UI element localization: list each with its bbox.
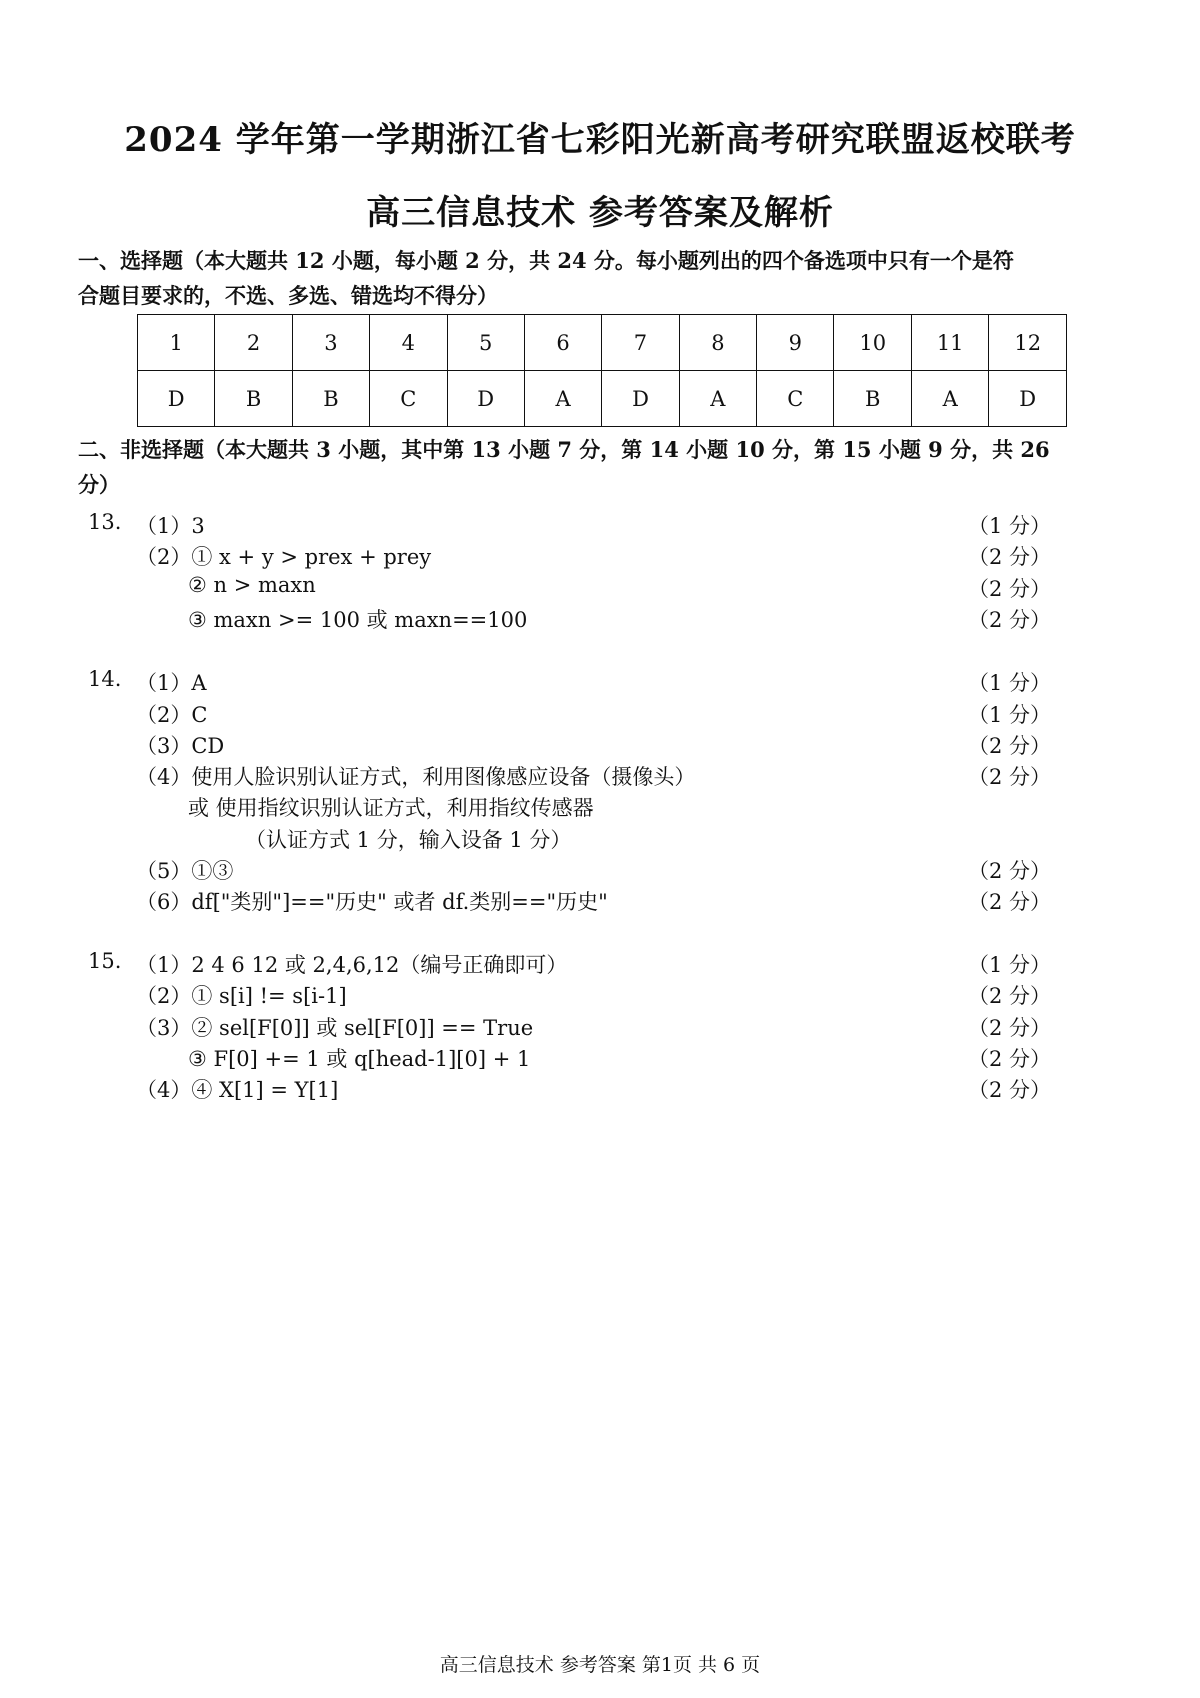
answer-line: （4）使用人脸识别认证方式，利用图像感应设备（摄像头） [136,765,696,789]
question-number-cell: 11 [911,315,988,371]
answer-cell: A [524,371,601,427]
question-number-cell: 10 [834,315,911,371]
question-number: 13. [88,510,122,534]
scoring-note: （认证方式 1 分，输入设备 1 分） [245,828,572,852]
answer-cell: B [292,371,369,427]
answer-cell: D [989,371,1067,427]
question-number-cell: 4 [370,315,447,371]
answer-cell: D [602,371,679,427]
question-number-cell: 6 [524,315,601,371]
section1-heading-line2: 合题目要求的，不选、多选、错选均不得分） [78,283,498,308]
answer-line: （2）C [136,703,208,727]
score-label: （2 分） [968,1078,1052,1102]
section1-heading [78,243,1138,313]
answer-line: （3）② sel[F[0]] 或 sel[F[0]] == True [136,1016,534,1040]
answer-cell: C [757,371,834,427]
answer-table [137,314,1067,427]
answer-cell: B [834,371,911,427]
section2-heading-line2: 分） [78,472,120,497]
score-label: （2 分） [968,890,1052,914]
score-label: （1 分） [968,671,1052,695]
answer-line: ③ F[0] += 1 或 q[head-1][0] + 1 [188,1047,531,1071]
question-number: 14. [88,667,122,691]
score-label: （1 分） [968,703,1052,727]
score-label: （1 分） [968,514,1052,538]
question-number-cell: 1 [138,315,215,371]
score-label: （2 分） [968,545,1052,569]
answer-line: （6）df["类别"]=="历史" 或者 df.类别=="历史" [136,890,608,914]
answer-cell: D [447,371,524,427]
answer-line: （4）④ X[1] = Y[1] [136,1078,339,1102]
section2-heading [78,432,1138,502]
score-label: （2 分） [968,734,1052,758]
score-label: （2 分） [968,859,1052,883]
answer-line: 或 使用指纹识别认证方式，利用指纹传感器 [188,796,594,820]
answer-line: （2）① x + y > prex + prey [136,545,432,569]
score-label: （2 分） [968,1047,1052,1071]
question-number-cell: 2 [215,315,292,371]
answer-line: （5）①③ [136,859,234,883]
answer-line: （2）① s[i] != s[i-1] [136,984,347,1008]
score-label: （2 分） [968,765,1052,789]
question-number-cell: 7 [602,315,679,371]
answer-line: ③ maxn >= 100 或 maxn==100 [188,608,528,632]
answer-line: ② n > maxn [188,573,316,597]
question-number-cell: 8 [679,315,756,371]
answer-cell: A [679,371,756,427]
question-number-cell: 9 [757,315,834,371]
score-label: （2 分） [968,1016,1052,1040]
score-label: （2 分） [968,984,1052,1008]
question-number-cell: 3 [292,315,369,371]
answer-line: （3）CD [136,734,225,758]
document-subtitle: 高三信息技术 参考答案及解析 [366,193,834,233]
document-title: 2024 学年第一学期浙江省七彩阳光新高考研究联盟返校联考 [124,120,1076,160]
answer-line: （1）2 4 6 12 或 2,4,6,12（编号正确即可） [136,953,568,977]
answer-row [138,371,1067,427]
answer-line: （1）A [136,671,207,695]
page-footer: 高三信息技术 参考答案 第1页 共 6 页 [439,1654,761,1676]
section1-heading-line1: 一、选择题（本大题共 12 小题，每小题 2 分，共 24 分。每小题列出的四个备选项中只有一个是符 [78,248,1014,273]
question-number-cell: 12 [989,315,1067,371]
answer-cell: A [911,371,988,427]
section2-heading-line1: 二、非选择题（本大题共 3 小题，其中第 13 小题 7 分，第 14 小题 10 分，第 15 小题 9 分，共 26 [78,437,1050,462]
answer-cell: C [370,371,447,427]
score-label: （1 分） [968,953,1052,977]
question-number-row [138,315,1067,371]
question-number: 15. [88,949,122,973]
answer-line: （1）3 [136,514,205,538]
score-label: （2 分） [968,577,1052,601]
score-label: （2 分） [968,608,1052,632]
answer-cell: D [138,371,215,427]
answer-cell: B [215,371,292,427]
question-number-cell: 5 [447,315,524,371]
